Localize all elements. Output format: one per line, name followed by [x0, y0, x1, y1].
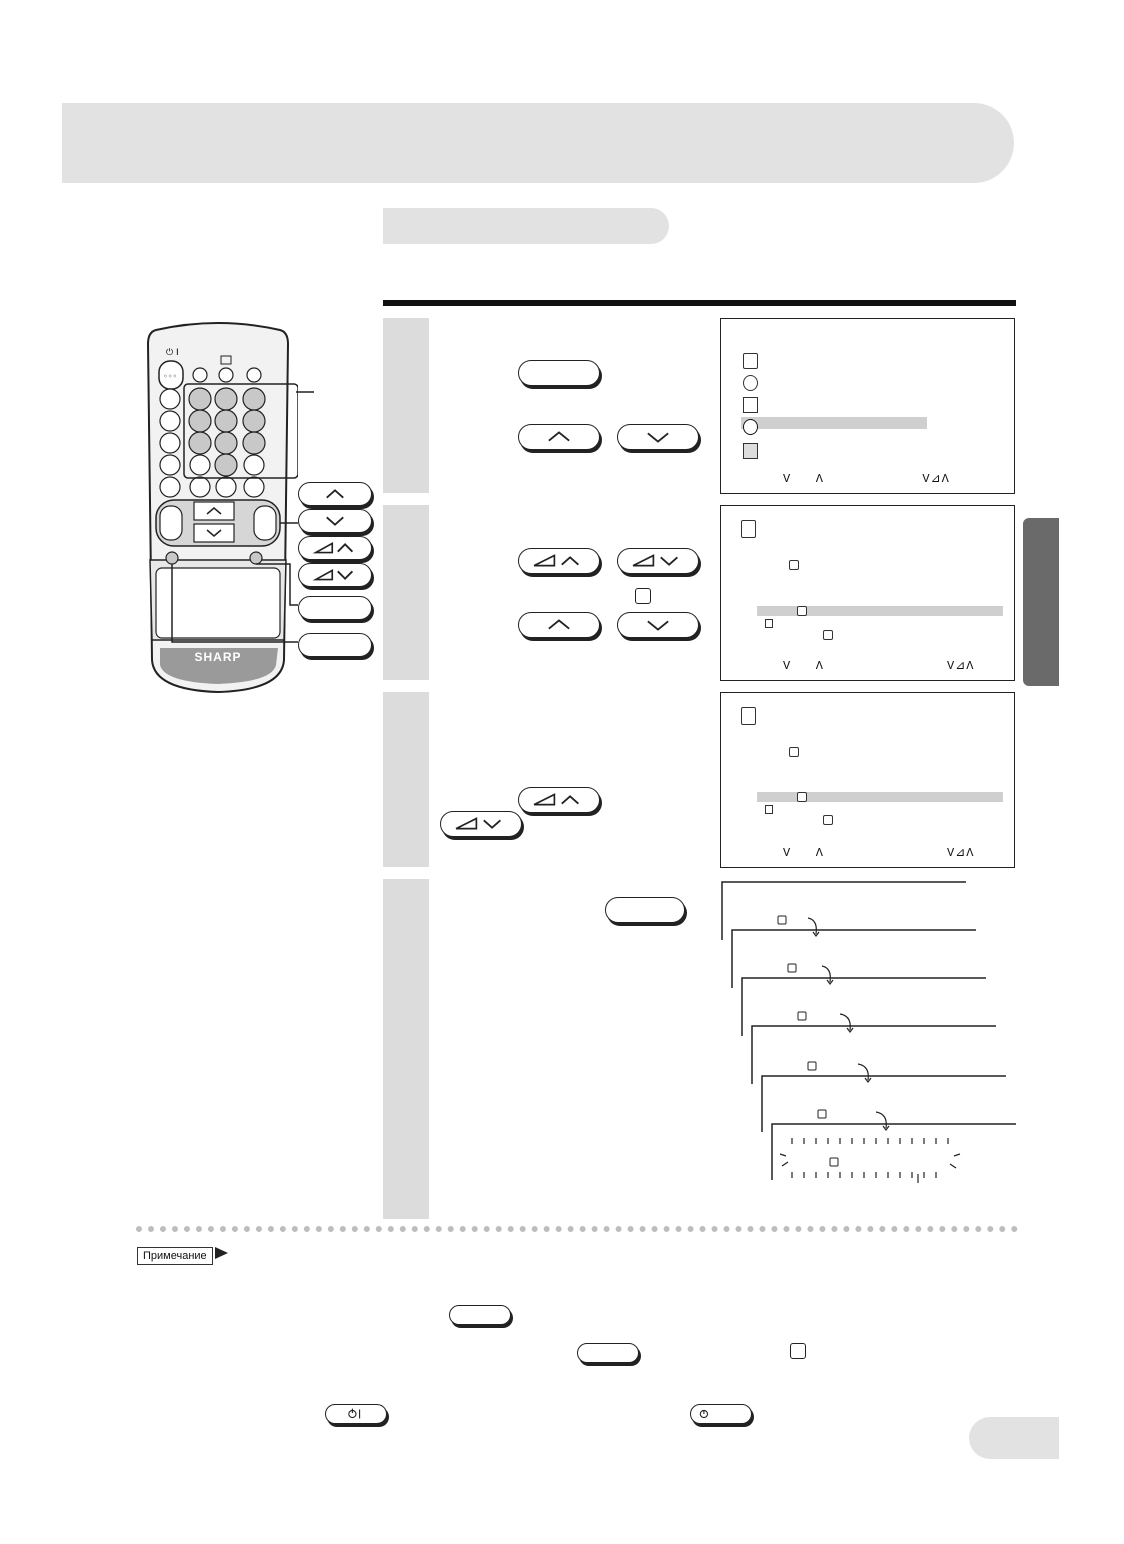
timer-menu-screen-2 — [720, 692, 1015, 868]
remote-control — [138, 320, 298, 695]
step3-vol-down-button[interactable] — [440, 811, 522, 837]
note-arrow-icon — [215, 1246, 229, 1260]
timer-highlight-row — [757, 606, 1003, 616]
section-subheading — [383, 208, 669, 244]
timer-nav-hint: V Λ V⊿Λ — [783, 659, 975, 673]
note-label: Примечание — [137, 1247, 213, 1265]
header-banner — [62, 103, 1014, 183]
channel-down-ref-button[interactable] — [298, 509, 372, 533]
menu-icon-picture — [743, 353, 758, 369]
step4-menu-button[interactable] — [605, 897, 685, 923]
note-menu-button-2[interactable] — [577, 1343, 639, 1363]
step1-down-button[interactable] — [617, 424, 699, 450]
menu-icon-timer — [743, 419, 758, 435]
volume-down-ref-button[interactable] — [298, 563, 372, 587]
menu-highlight-row — [741, 417, 927, 429]
step2-down-button[interactable] — [617, 612, 699, 638]
hourglass-icon — [765, 805, 773, 814]
clock-small-icon — [789, 747, 799, 757]
side-tab — [1023, 518, 1059, 686]
timer-icon — [741, 520, 756, 538]
clock-small-icon — [823, 630, 833, 640]
channel-up-ref-button[interactable] — [298, 482, 372, 506]
note-menu-button[interactable] — [449, 1305, 511, 1325]
step2-up-button[interactable] — [518, 612, 600, 638]
step-3-column — [383, 692, 429, 867]
note-power-button[interactable] — [325, 1404, 387, 1424]
step1-menu-button[interactable] — [518, 360, 600, 386]
remote-brand-logo: SHARP — [194, 650, 242, 664]
menu-icon-setup — [743, 397, 758, 413]
timer-highlight-row — [757, 792, 1003, 802]
step-2-column — [383, 505, 429, 680]
note-tag — [137, 1246, 229, 1264]
countdown-cascade — [718, 878, 1018, 1183]
main-menu-screen — [720, 318, 1015, 494]
page-number-tab — [969, 1417, 1059, 1459]
clock-small-icon — [823, 815, 833, 825]
volume-up-ref-button[interactable] — [298, 536, 372, 560]
menu-ref-button[interactable] — [298, 596, 372, 620]
section-rule — [383, 300, 1016, 306]
svg-text:◦◦◦: ◦◦◦ — [163, 372, 178, 381]
step2-vol-up-button[interactable] — [518, 548, 600, 574]
menu-nav-hint: V Λ V⊿Λ — [783, 472, 950, 486]
note-clock-icon — [790, 1343, 806, 1359]
svg-text:⏻ I: ⏻ I — [166, 348, 179, 358]
timer-menu-screen-1 — [720, 505, 1015, 681]
end-ref-button[interactable] — [298, 633, 372, 657]
note-divider — [136, 1226, 1018, 1232]
step-4-column — [383, 879, 429, 1219]
timer-icon — [741, 707, 756, 725]
step2-vol-down-button[interactable] — [617, 548, 699, 574]
clock-small-icon — [797, 606, 807, 616]
step-1-column — [383, 318, 429, 493]
clock-icon — [635, 588, 651, 604]
clock-small-icon — [789, 560, 799, 570]
step1-up-button[interactable] — [518, 424, 600, 450]
clock-small-icon — [797, 792, 807, 802]
hourglass-icon — [765, 619, 773, 628]
step3-vol-up-button[interactable] — [518, 787, 600, 813]
menu-icon-features — [743, 443, 758, 459]
timer-nav-hint: V Λ V⊿Λ — [783, 846, 975, 860]
menu-icon-sound — [743, 375, 758, 391]
note-main-power-button[interactable] — [690, 1404, 752, 1424]
numpad-callout — [296, 390, 316, 396]
